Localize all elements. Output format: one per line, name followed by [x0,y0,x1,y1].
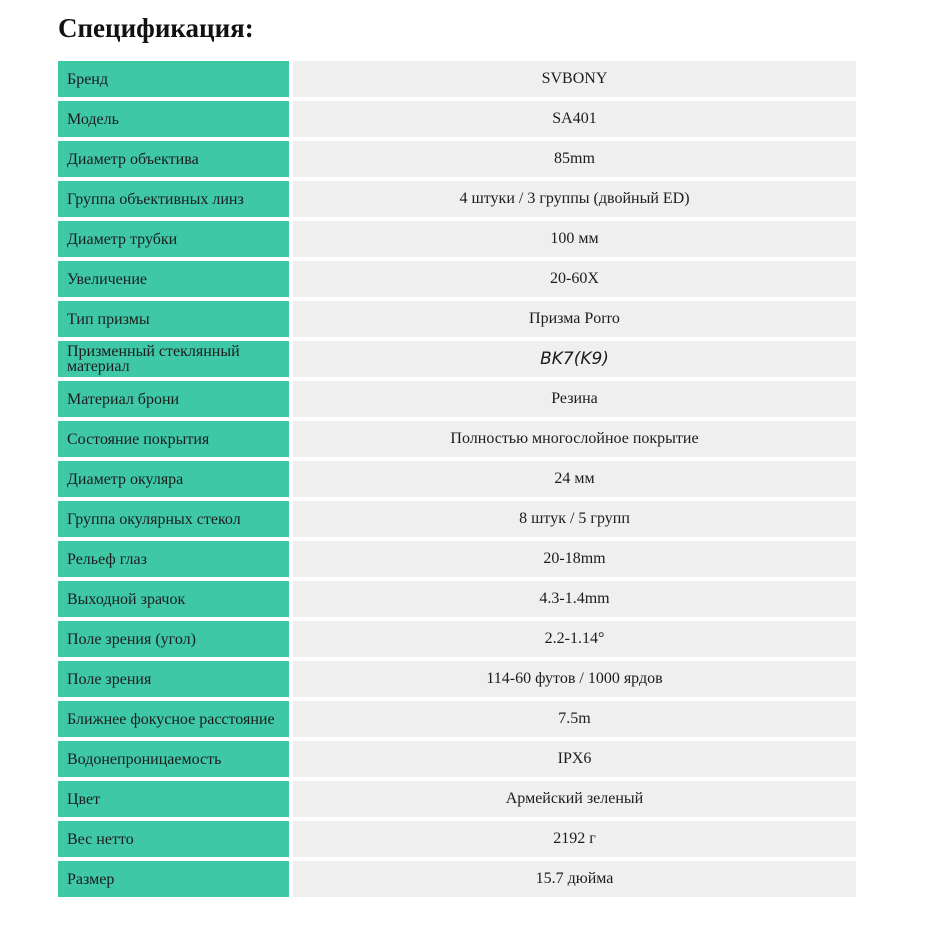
table-row [58,539,856,579]
table-row [58,739,856,779]
spec-value: Резина [293,379,856,419]
spec-label: Призменный стеклянный материал [58,339,289,379]
table-row [58,619,856,659]
spec-label: Водонепроницаемость [58,739,289,779]
table-row [58,299,856,339]
table-row [58,859,856,899]
spec-value: 114-60 футов / 1000 ярдов [293,659,856,699]
spec-label: Группа объективных линз [58,179,289,219]
spec-value: 2.2-1.14° [293,619,856,659]
spec-value: 2192 г [293,819,856,859]
spec-value: SVBONY [293,61,856,99]
spec-value: 4.3-1.4mm [293,579,856,619]
spec-value: 85mm [293,139,856,179]
spec-label: Вес нетто [58,819,289,859]
specification-table [58,61,856,901]
spec-label: Бренд [58,61,289,99]
spec-value: 8 штук / 5 групп [293,499,856,539]
table-row [58,699,856,739]
spec-label: Выходной зрачок [58,579,289,619]
spec-label: Состояние покрытия [58,419,289,459]
spec-label: Увеличение [58,259,289,299]
table-row [58,139,856,179]
spec-value: IPX6 [293,739,856,779]
table-row [58,99,856,139]
spec-value: Призма Porro [293,299,856,339]
spec-label: Тип призмы [58,299,289,339]
spec-value: 100 мм [293,219,856,259]
spec-label: Диаметр объектива [58,139,289,179]
table-row [58,61,856,99]
spec-label: Поле зрения [58,659,289,699]
table-row [58,339,856,379]
spec-value: 4 штуки / 3 группы (двойный ED) [293,179,856,219]
spec-label: Рельеф глаз [58,539,289,579]
spec-value: 20-60X [293,259,856,299]
table-row [58,219,856,259]
spec-label: Размер [58,859,289,899]
table-row [58,419,856,459]
spec-value: 24 мм [293,459,856,499]
spec-label: Диаметр окуляра [58,459,289,499]
spec-label: Материал брони [58,379,289,419]
spec-value: 7.5m [293,699,856,739]
table-row [58,579,856,619]
table-row [58,779,856,819]
spec-value: Полностью многослойное покрытие [293,419,856,459]
table-row [58,259,856,299]
spec-label: Ближнее фокусное расстояние [58,699,289,739]
spec-value: Армейский зеленый [293,779,856,819]
spec-label: Цвет [58,779,289,819]
spec-label: Модель [58,99,289,139]
table-row [58,659,856,699]
spec-value: 20-18mm [293,539,856,579]
spec-label: Группа окулярных стекол [58,499,289,539]
spec-label: Диаметр трубки [58,219,289,259]
table-row [58,499,856,539]
page-title: Спецификация: [58,13,254,43]
table-row [58,379,856,419]
spec-value: 15.7 дюйма [293,859,856,899]
spec-value: SA401 [293,99,856,139]
table-row [58,819,856,859]
table-row [58,459,856,499]
spec-label: Поле зрения (угол) [58,619,289,659]
spec-value: BK7(K9) [293,339,856,379]
table-row [58,179,856,219]
